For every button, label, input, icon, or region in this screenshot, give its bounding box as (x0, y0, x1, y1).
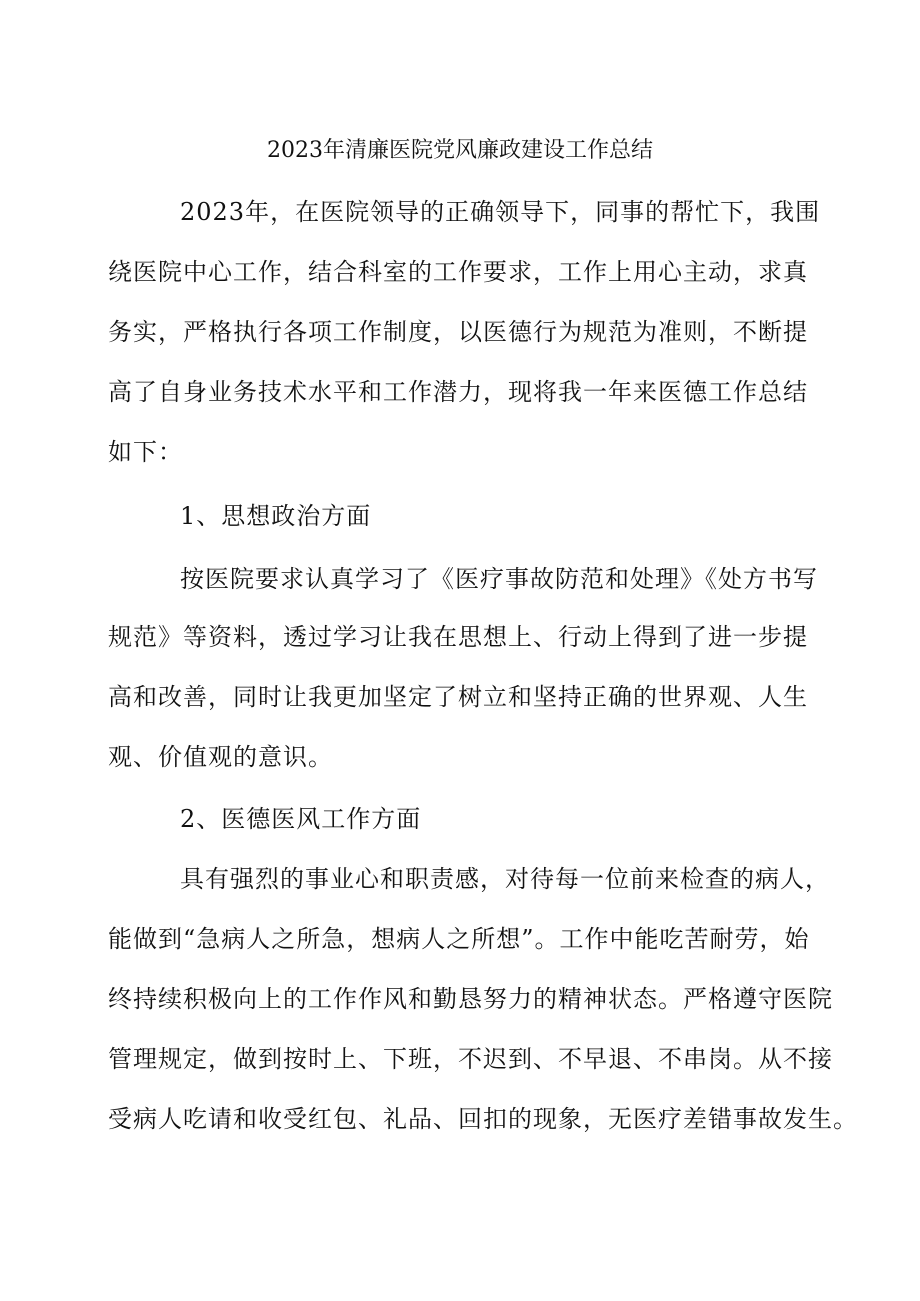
document-title: 2023年清廉医院党风廉政建设工作总结 (267, 138, 653, 163)
intro-line-2: 绕医院中心工作，结合科室的工作要求，工作上用心主动，求真 (108, 258, 808, 286)
section-1-line-3: 高和改善，同时让我更加坚定了树立和坚持正确的世界观、人生 (108, 683, 808, 711)
section-2-line-2: 能做到“急病人之所急，想病人之所想”。工作中能吃苦耐劳，始 (108, 925, 810, 953)
section-2-line-4: 管理规定，做到按时上、下班，不迟到、不早退、不串岗。从不接 (108, 1045, 833, 1073)
section-2-line-5: 受病人吃请和收受红包、礼品、回扣的现象，无医疗差错事故发生。 (108, 1105, 858, 1133)
section-1-heading: 1、思想政治方面 (180, 502, 372, 530)
section-2-heading: 2、医德医风工作方面 (180, 805, 422, 833)
intro-line-5: 如下： (108, 438, 183, 466)
section-1-line-2: 规范》等资料，透过学习让我在思想上、行动上得到了进一步提 (108, 623, 808, 651)
section-2-line-3: 终持续积极向上的工作作风和勤恳努力的精神状态。严格遵守医院 (108, 985, 833, 1013)
section-2-line-1: 具有强烈的事业心和职责感，对待每一位前来检查的病人， (180, 865, 830, 893)
section-1-line-1: 按医院要求认真学习了《医疗事故防范和处理》《处方书写 (180, 565, 818, 593)
section-1-line-4: 观、价值观的意识。 (108, 743, 333, 771)
intro-line-4: 高了自身业务技术水平和工作潜力，现将我一年来医德工作总结 (108, 378, 808, 406)
intro-line-1: 2023年，在医院领导的正确领导下，同事的帮忙下，我围 (180, 198, 821, 226)
intro-line-3: 务实，严格执行各项工作制度，以医德行为规范为准则，不断提 (108, 318, 808, 346)
